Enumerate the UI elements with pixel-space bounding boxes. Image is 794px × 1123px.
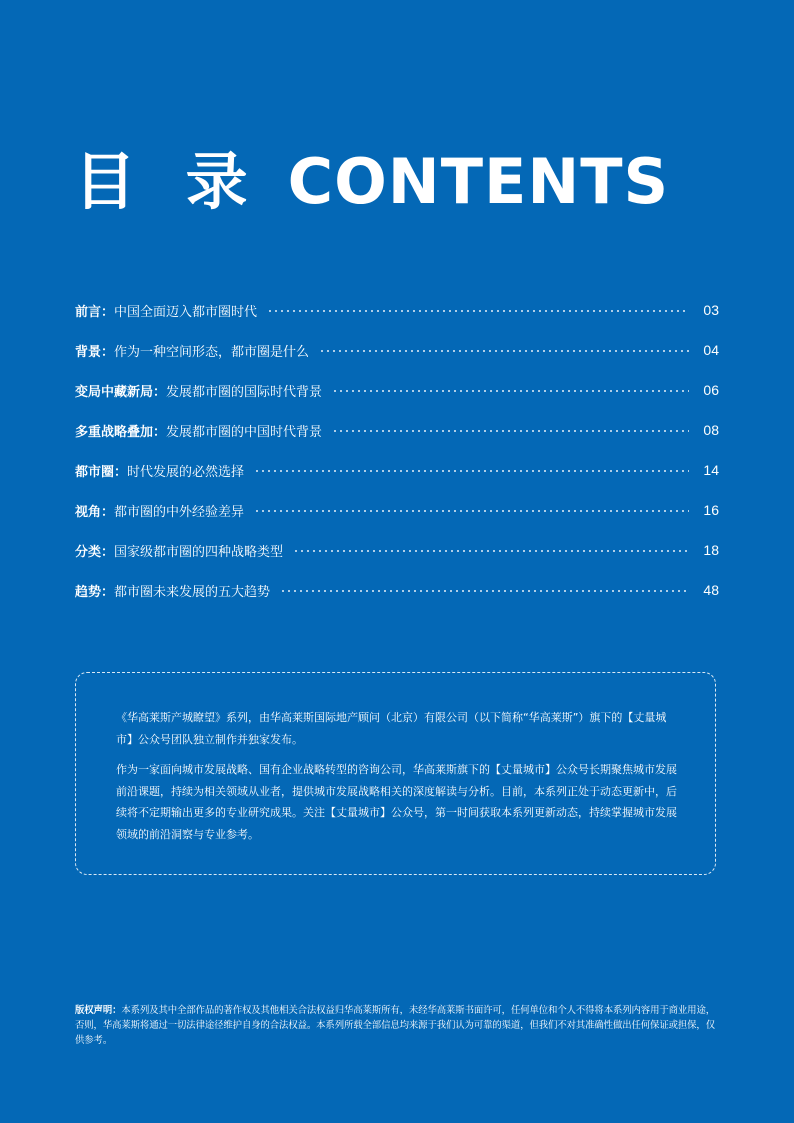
dot-leader [293,550,689,552]
toc-entry[interactable] [75,570,719,610]
toc-entry-text: 发展都市圈的国际时代背景 [166,384,323,400]
toc-entry-label: 趋势 [75,584,102,600]
toc-entry-sep: ： [101,504,115,520]
dot-leader [319,350,689,352]
toc-entry-title [75,581,270,600]
toc-entry-label: 分类 [75,544,102,560]
copyright-text: 本系列及其中全部作品的著作权及其他相关合法权益归华高莱斯所有，未经华高莱斯书面许可，任何单位和个人不得将本系列内容用于商业用途，否则，华高莱斯将通过一切法律途径维护自身的合法权益。本系列所载全部信息均来源于我们认为可靠的渠道，但我们不对其准确性做出任何保证或担保，仅供参考。 [75,1005,715,1046]
toc-entry-title [75,421,322,440]
toc-entry-sep: ： [153,424,167,440]
toc-entry-title [75,461,244,480]
toc-page-number: 14 [703,462,719,478]
dot-leader [332,390,689,392]
toc-entry[interactable] [75,450,719,490]
toc-entry-label: 多重战略叠加 [75,424,154,440]
toc-entry-title [75,501,244,520]
toc-entry-title [75,541,283,560]
intro-box [75,672,716,875]
toc-entry-label: 前言 [75,304,102,320]
toc-entry[interactable] [75,370,719,410]
toc-entry-sep: ： [101,304,115,320]
toc-entry-label: 都市圈 [75,464,115,480]
dot-leader [254,510,689,512]
toc-page-number: 03 [703,302,719,318]
toc-entry[interactable] [75,330,719,370]
toc-entry[interactable] [75,290,719,330]
toc-entry-sep: ： [101,344,115,360]
toc-entry-text: 国家级都市圈的四种战略类型 [114,544,284,560]
toc-entry-text: 中国全面迈入都市圈时代 [114,304,258,320]
toc-page-number: 18 [703,542,719,558]
toc-entry-label: 变局中藏新局 [75,384,154,400]
toc-entry[interactable] [75,490,719,530]
dot-leader [254,470,689,472]
table-of-contents [75,290,719,610]
title-zh: 目 录 [74,145,262,218]
copyright-label: 版权声明： [75,1005,122,1016]
toc-page-number: 04 [703,342,719,358]
toc-entry-text: 都市圈未来发展的五大趋势 [114,584,271,600]
dot-leader [267,310,689,312]
toc-entry-text: 时代发展的必然选择 [127,464,245,480]
toc-entry-sep: ： [114,464,128,480]
title-en: CONTENTS [287,145,670,218]
toc-entry-sep: ： [101,584,115,600]
toc-entry-title [75,301,257,320]
toc-page-number: 48 [703,582,719,598]
toc-entry-title [75,381,322,400]
toc-entry-label: 视角 [75,504,102,520]
dot-leader [332,430,689,432]
toc-entry-text: 作为一种空间形态，都市圈是什么 [114,344,310,360]
dot-leader [280,590,689,592]
toc-page-number: 08 [703,422,719,438]
copyright-notice [75,1003,720,1048]
toc-entry-sep: ： [101,544,115,560]
toc-page-number: 06 [703,382,719,398]
toc-entry[interactable] [75,410,719,450]
toc-entry-text: 都市圈的中外经验差异 [114,504,245,520]
intro-paragraph-1: 《华高莱斯产城瞭望》系列，由华高莱斯国际地产顾问（北京）有限公司（以下简称“华高莱斯”）旗下的【丈量城市】公众号团队独立制作并独家发布。 [116,711,667,746]
page-title [74,146,669,218]
toc-entry-text: 发展都市圈的中国时代背景 [166,424,323,440]
toc-page-number: 16 [703,502,719,518]
toc-entry-title [75,341,309,360]
intro-paragraph-2: 作为一家面向城市发展战略、国有企业战略转型的咨询公司，华高莱斯旗下的【丈量城市】公众号长期聚焦城市发展前沿课题，持续为相关领域从业者，提供城市发展战略相关的深度解读与分析。目前，本系列正处于动态更新中，后续将不定期输出更多的专业研究成果。关注【丈量城市】公众号，第一时间获取本系列更新动态，持续掌握城市发展领域的前沿洞察与专业参考。 [116,763,677,841]
toc-entry[interactable] [75,530,719,570]
toc-entry-label: 背景 [75,344,102,360]
toc-entry-sep: ： [153,384,167,400]
